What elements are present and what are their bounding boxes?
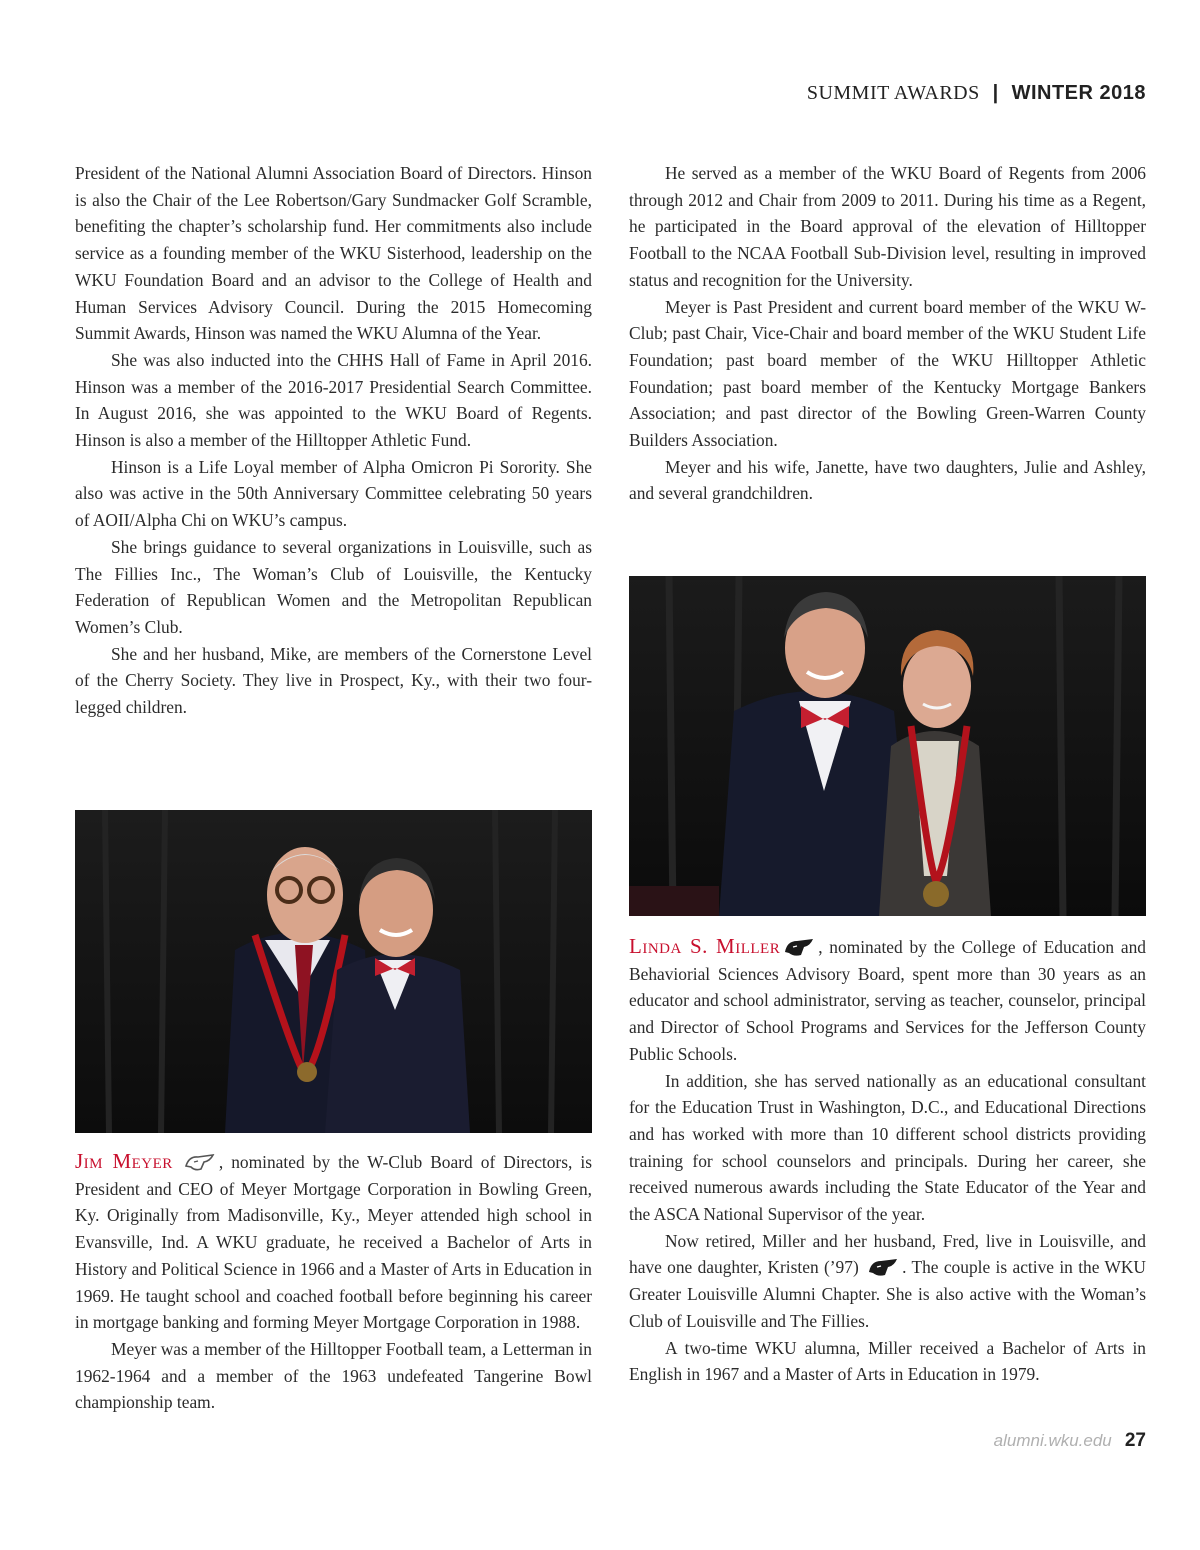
wku-alumni-mark-filled-icon (866, 1257, 900, 1277)
meyer-paragraph: Meyer is Past President and current board member of the WKU W-Club; past Chair, Vice-Chair and board member of the WKU Student Life Foundation; past board member of the WKU Hilltopper Athletic Foundation; past board member of the Kentucky Mortgage Bankers Association; and past director of the Bowling Green-Warren County Builders Association. (629, 296, 1146, 451)
meyer-intro-paragraph (75, 1148, 592, 1336)
honoree-name: Linda S. Miller (629, 934, 781, 958)
hinson-paragraph: Hinson is a Life Loyal member of Alpha Omicron Pi Sorority. She also was active in the 50th Anniversary Committee celebrating 50 years of AOII/Alpha Chi on WKU’s campus. (75, 456, 592, 531)
miller-article (629, 933, 1146, 1388)
page-footer (994, 1430, 1146, 1452)
miller-intro-paragraph (629, 933, 1146, 1068)
footer-url[interactable]: alumni.wku.edu (993, 1431, 1112, 1450)
meyer-paragraph: Meyer was a member of the Hilltopper Football team, a Letterman in 1962-1964 and a member of the 1963 undefeated Tangerine Bowl championship team. (75, 1338, 592, 1413)
header-issue: WINTER 2018 (1011, 82, 1146, 104)
wku-alumni-mark-icon (183, 1152, 217, 1172)
header-separator: | (992, 82, 999, 104)
wku-alumni-mark-filled-icon (782, 937, 816, 957)
miller-paragraph: In addition, she has served nationally as an educational consultant for the Education Trust in Washington, D.C., and Educational Directions and has worked with more than 10 different school districts providing training for school counselors and principals. During her career, she received numerous awards including the State Educator of the Year and the ASCA National Supervisor of the year. (629, 1070, 1146, 1225)
hinson-article-continued (75, 160, 592, 721)
hinson-paragraph: She brings guidance to several organizations in Louisville, such as The Fillies Inc., The Woman’s Club of Louisville, the Kentucky Federation of Republican Women and the Metropolitan Republican Women’s Club. (75, 536, 592, 637)
miller-paragraph: A two-time WKU alumna, Miller received a Bachelor of Arts in English in 1967 and a Master of Arts in Education in 1979. (629, 1337, 1146, 1385)
meyer-award-photo (75, 810, 592, 1133)
meyer-paragraph: Meyer and his wife, Janette, have two daughters, Julie and Ashley, and several grandchildren. (629, 456, 1146, 504)
meyer-paragraph: He served as a member of the WKU Board of Regents from 2006 through 2012 and Chair from 2009 to 2011. During his time as a Regent, he participated in the Board approval of the elevation of Hilltopper Football to the NCAA Football Sub-Division level, resulting in improved status and recognition for the University. (629, 163, 1146, 290)
miller-intro-text: , nominated by the College of Education and Behaviorial Sciences Advisory Board, spent more than 30 years as an educator and school administrator, serving as teacher, counselor, principal and Director of School Programs and Services for the Jefferson County Public Schools. (629, 937, 1146, 1064)
miller-paragraph (629, 1228, 1146, 1335)
meyer-article-continued (629, 160, 1146, 507)
meyer-intro-text: , nominated by the W-Club Board of Directors, is President and CEO of Meyer Mortgage Corporation in Bowling Green, Ky. Originally from Madisonville, Ky., Meyer attended high school in Evansville, Ind. A WKU graduate, he received a Bachelor of Arts in History and Political Science in 1966 and a Master of Arts in Education in 1969. He taught school and coached football before beginning his career in mortgage banking and forming Meyer Mortgage Corporation in 1988. (75, 1152, 592, 1333)
honoree-name: Jim Meyer (75, 1149, 173, 1173)
running-header (807, 80, 1146, 105)
header-section: SUMMIT AWARDS (806, 82, 980, 104)
hinson-paragraph: She was also inducted into the CHHS Hall of Fame in April 2016. Hinson was a member of the 2016-2017 Presidential Search Committee. In August 2016, she was appointed to the WKU Board of Regents. Hinson is also a member of the Hilltopper Athletic Fund. (75, 349, 592, 451)
miller-paragraph-text: Now retired, Miller and her husband, Fred, live in Louisville, and have one daughter, Kristen (’97) (629, 1230, 1146, 1278)
meyer-article (75, 1148, 592, 1416)
miller-award-photo (629, 576, 1146, 916)
page-number: 27 (1124, 1430, 1146, 1451)
hinson-paragraph: President of the National Alumni Association Board of Directors. Hinson is also the Chair of the Lee Robertson/Gary Sundmacker Golf Scramble, benefiting the chapter’s scholarship fund. Her commitments also include service as a founding member of the WKU Sisterhood, leadership on the WKU Foundation Board and an advisor to the College of Health and Human Services Advisory Council. During the 2015 Homecoming Summit Awards, Hinson was named the WKU Alumna of the Year. (75, 163, 592, 344)
miller-paragraph-text: . The couple is active in the WKU Greater Louisville Alumni Chapter. She is also active with the Woman’s Club of Louisville and The Fillies. (629, 1257, 1146, 1331)
hinson-paragraph: She and her husband, Mike, are members of the Cornerstone Level of the Cherry Society. They live in Prospect, Ky., with their two four-legged children. (75, 643, 592, 718)
